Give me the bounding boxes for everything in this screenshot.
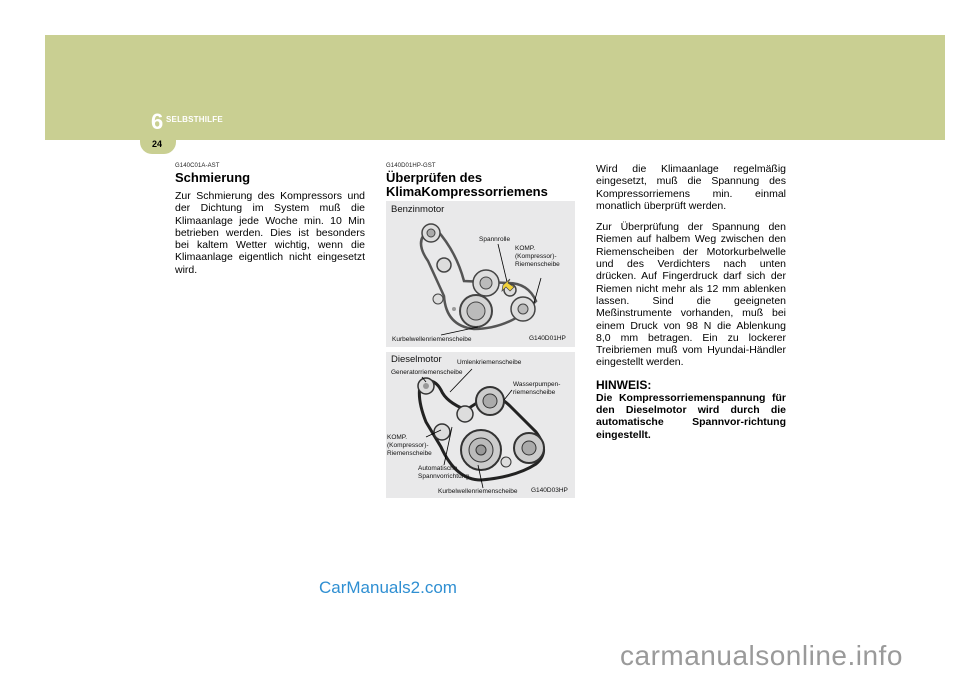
- figure-benzinmotor: [386, 201, 575, 347]
- label-auto-1: Automatische: [418, 465, 458, 472]
- label-komp-3: Riemenscheibe: [387, 450, 432, 457]
- figure-code: G140D01HP: [529, 335, 566, 342]
- label-wasser-2: riemenscheibe: [513, 389, 556, 396]
- label-komp-1: KOMP.: [515, 245, 536, 252]
- section-code: G140D01HP-GST: [386, 163, 436, 169]
- paragraph-1: Wird die Klimaanlage regelmäßig eingesetzt, muß die Spannung des Kompressorriemens min. einmal monatlich überprüft werden.: [596, 163, 786, 212]
- hinweis-body: Die Kompressorriemenspannung für den Dieselmotor wird durch die automatische Spannvor-richtung eingestellt.: [596, 391, 786, 441]
- chapter-number: 6: [151, 109, 164, 134]
- header-band: [45, 35, 945, 140]
- figure-dieselmotor: [386, 352, 575, 498]
- label-umlenk: Umlenkriemenscheibe: [457, 359, 522, 366]
- label-generator: Generatorriemenscheibe: [391, 369, 463, 376]
- section-title-line2: KlimaKompressorriemens: [386, 184, 548, 199]
- watermark-link[interactable]: CarManuals2.com: [319, 578, 457, 597]
- paragraph-2: Zur Überprüfung der Spannung den Riemen auf halbem Weg zwischen den Riemenscheiben der Motorkurbelwelle und des Verdichters nach unten drücken. Auf Fingerdruck darf sich der Riemen nicht mehr als 12 mm ablenken lassen. Sind die geeigneten Meßinstrumente vorhanden, muß bei einem Druck von 98 N die Ablenkung 8,0 mm betragen. Ein zu lockerer Treibriemen muß vom Hyundai-Händler eingestellt werden.: [596, 221, 786, 369]
- label-komp-1: KOMP.: [387, 434, 408, 441]
- label-spannrolle: Spannrolle: [479, 236, 511, 243]
- section-pruefung-text: [596, 163, 786, 441]
- label-komp-3: Riemenscheibe: [515, 261, 560, 268]
- section-title-line1: Überprüfen des: [386, 170, 483, 185]
- section-title: Schmierung: [175, 170, 251, 185]
- label-kurbel: Kurbelwellenriemenscheibe: [438, 488, 518, 495]
- figure-code: G140D03HP: [531, 487, 568, 494]
- section-riemen: [386, 163, 576, 199]
- figure-title: Benzinmotor: [391, 204, 445, 215]
- footer-watermark: carmanualsonline.info: [620, 640, 903, 671]
- label-wasser-1: Wasserpumpen-: [513, 381, 561, 388]
- page-number: 24: [152, 139, 163, 149]
- belt-diagram-benzin: [386, 201, 575, 347]
- label-auto-2: Spannvorrichtung: [418, 473, 469, 480]
- label-komp-2: (Kompressor)-: [387, 442, 429, 449]
- label-kurbel: Kurbelwellenriemenscheibe: [392, 336, 472, 343]
- section-code: G140C01A-AST: [175, 163, 220, 169]
- chapter-title: SELBSTHILFE: [166, 115, 223, 124]
- label-komp-2: (Kompressor)-: [515, 253, 557, 260]
- section-body: Zur Schmierung des Kompressors und der Dichtung im System muß die Klimaanlage jede Woche min. 10 Min betrieben werden. Dies ist besonders bei kaltem Wetter wichtig, wenn die Klimaanlage eigentlich nicht eingesetzt wird.: [175, 190, 365, 276]
- figure-title: Dieselmotor: [391, 354, 442, 365]
- hinweis-title: HINWEIS:: [596, 377, 652, 392]
- section-schmierung: [175, 163, 365, 276]
